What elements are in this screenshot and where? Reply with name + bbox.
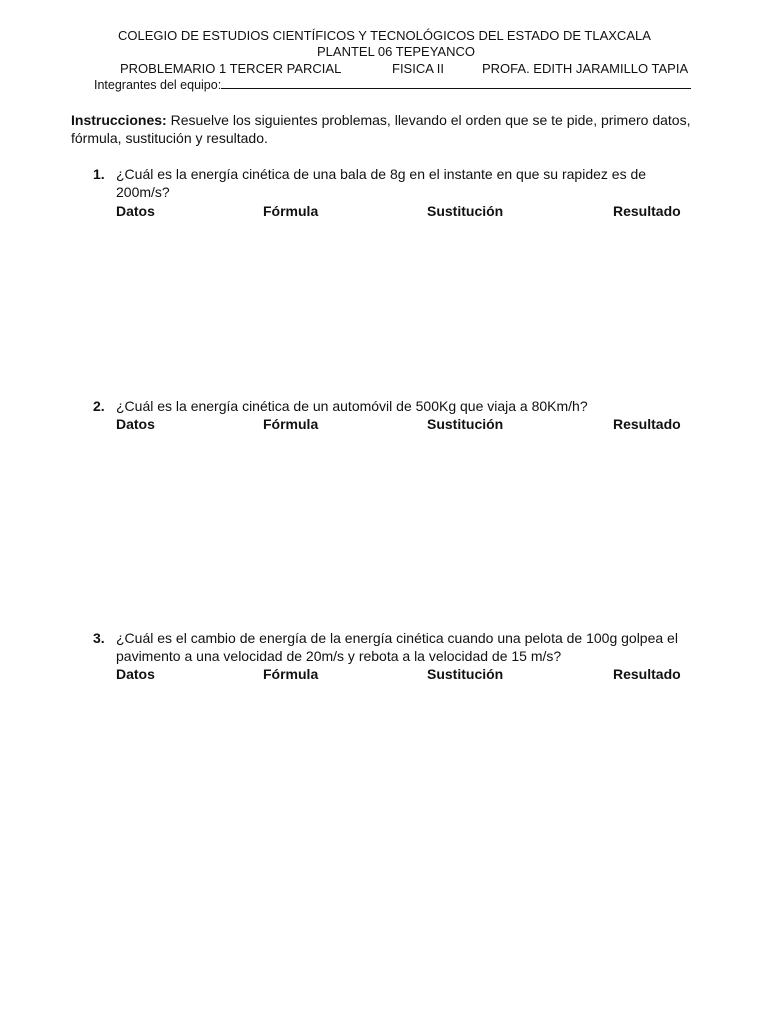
column-datos: Datos [116, 416, 155, 432]
problem-number: 3. [93, 630, 105, 646]
team-members-field [94, 77, 691, 93]
team-members-blank-line [221, 77, 691, 89]
team-members-label: Integrantes del equipo: [94, 78, 222, 92]
teacher-name: PROFA. EDITH JARAMILLO TAPIA [482, 61, 689, 76]
column-sustitucion: Sustitución [427, 203, 504, 219]
column-formula: Fórmula [263, 416, 319, 432]
problem-text: ¿Cuál es la energía cinética de un automóvil de 500Kg que viaja a 80Km/h? [116, 398, 588, 414]
column-resultado: Resultado [613, 203, 681, 219]
answer-columns [93, 665, 713, 683]
column-datos: Datos [116, 203, 155, 219]
column-datos: Datos [116, 666, 155, 682]
instructions-label: Instrucciones: [71, 112, 167, 128]
column-resultado: Resultado [613, 416, 681, 432]
answer-columns [93, 202, 713, 220]
problem-number: 1. [93, 166, 105, 182]
school-name: COLEGIO DE ESTUDIOS CIENTÍFICOS Y TECNOLÓGICOS DEL ESTADO DE TLAXCALA [118, 28, 651, 43]
column-sustitucion: Sustitución [427, 666, 504, 682]
column-formula: Fórmula [263, 666, 319, 682]
problem-number: 2. [93, 398, 105, 414]
problem-text: ¿Cuál es el cambio de energía de la energía cinética cuando una pelota de 100g golpea el pavimento a una velocidad de 20m/s y rebota a la velocidad de 15 m/s? [116, 630, 678, 664]
column-sustitucion: Sustitución [427, 416, 504, 432]
instructions [71, 111, 711, 147]
instructions-text: Resuelve los siguientes problemas, llevando el orden que se te pide, primero datos, fórmula, sustitución y resultado. [71, 112, 691, 146]
problem-text: ¿Cuál es la energía cinética de una bala de 8g en el instante en que su rapidez es de 200m/s? [116, 166, 647, 200]
campus-name: PLANTEL 06 TEPEYANCO [317, 44, 475, 59]
column-formula: Fórmula [263, 203, 319, 219]
column-resultado: Resultado [613, 666, 681, 682]
subject-name: FISICA II [392, 61, 445, 76]
problemario-title: PROBLEMARIO 1 TERCER PARCIAL [120, 61, 342, 76]
answer-columns [93, 415, 713, 433]
